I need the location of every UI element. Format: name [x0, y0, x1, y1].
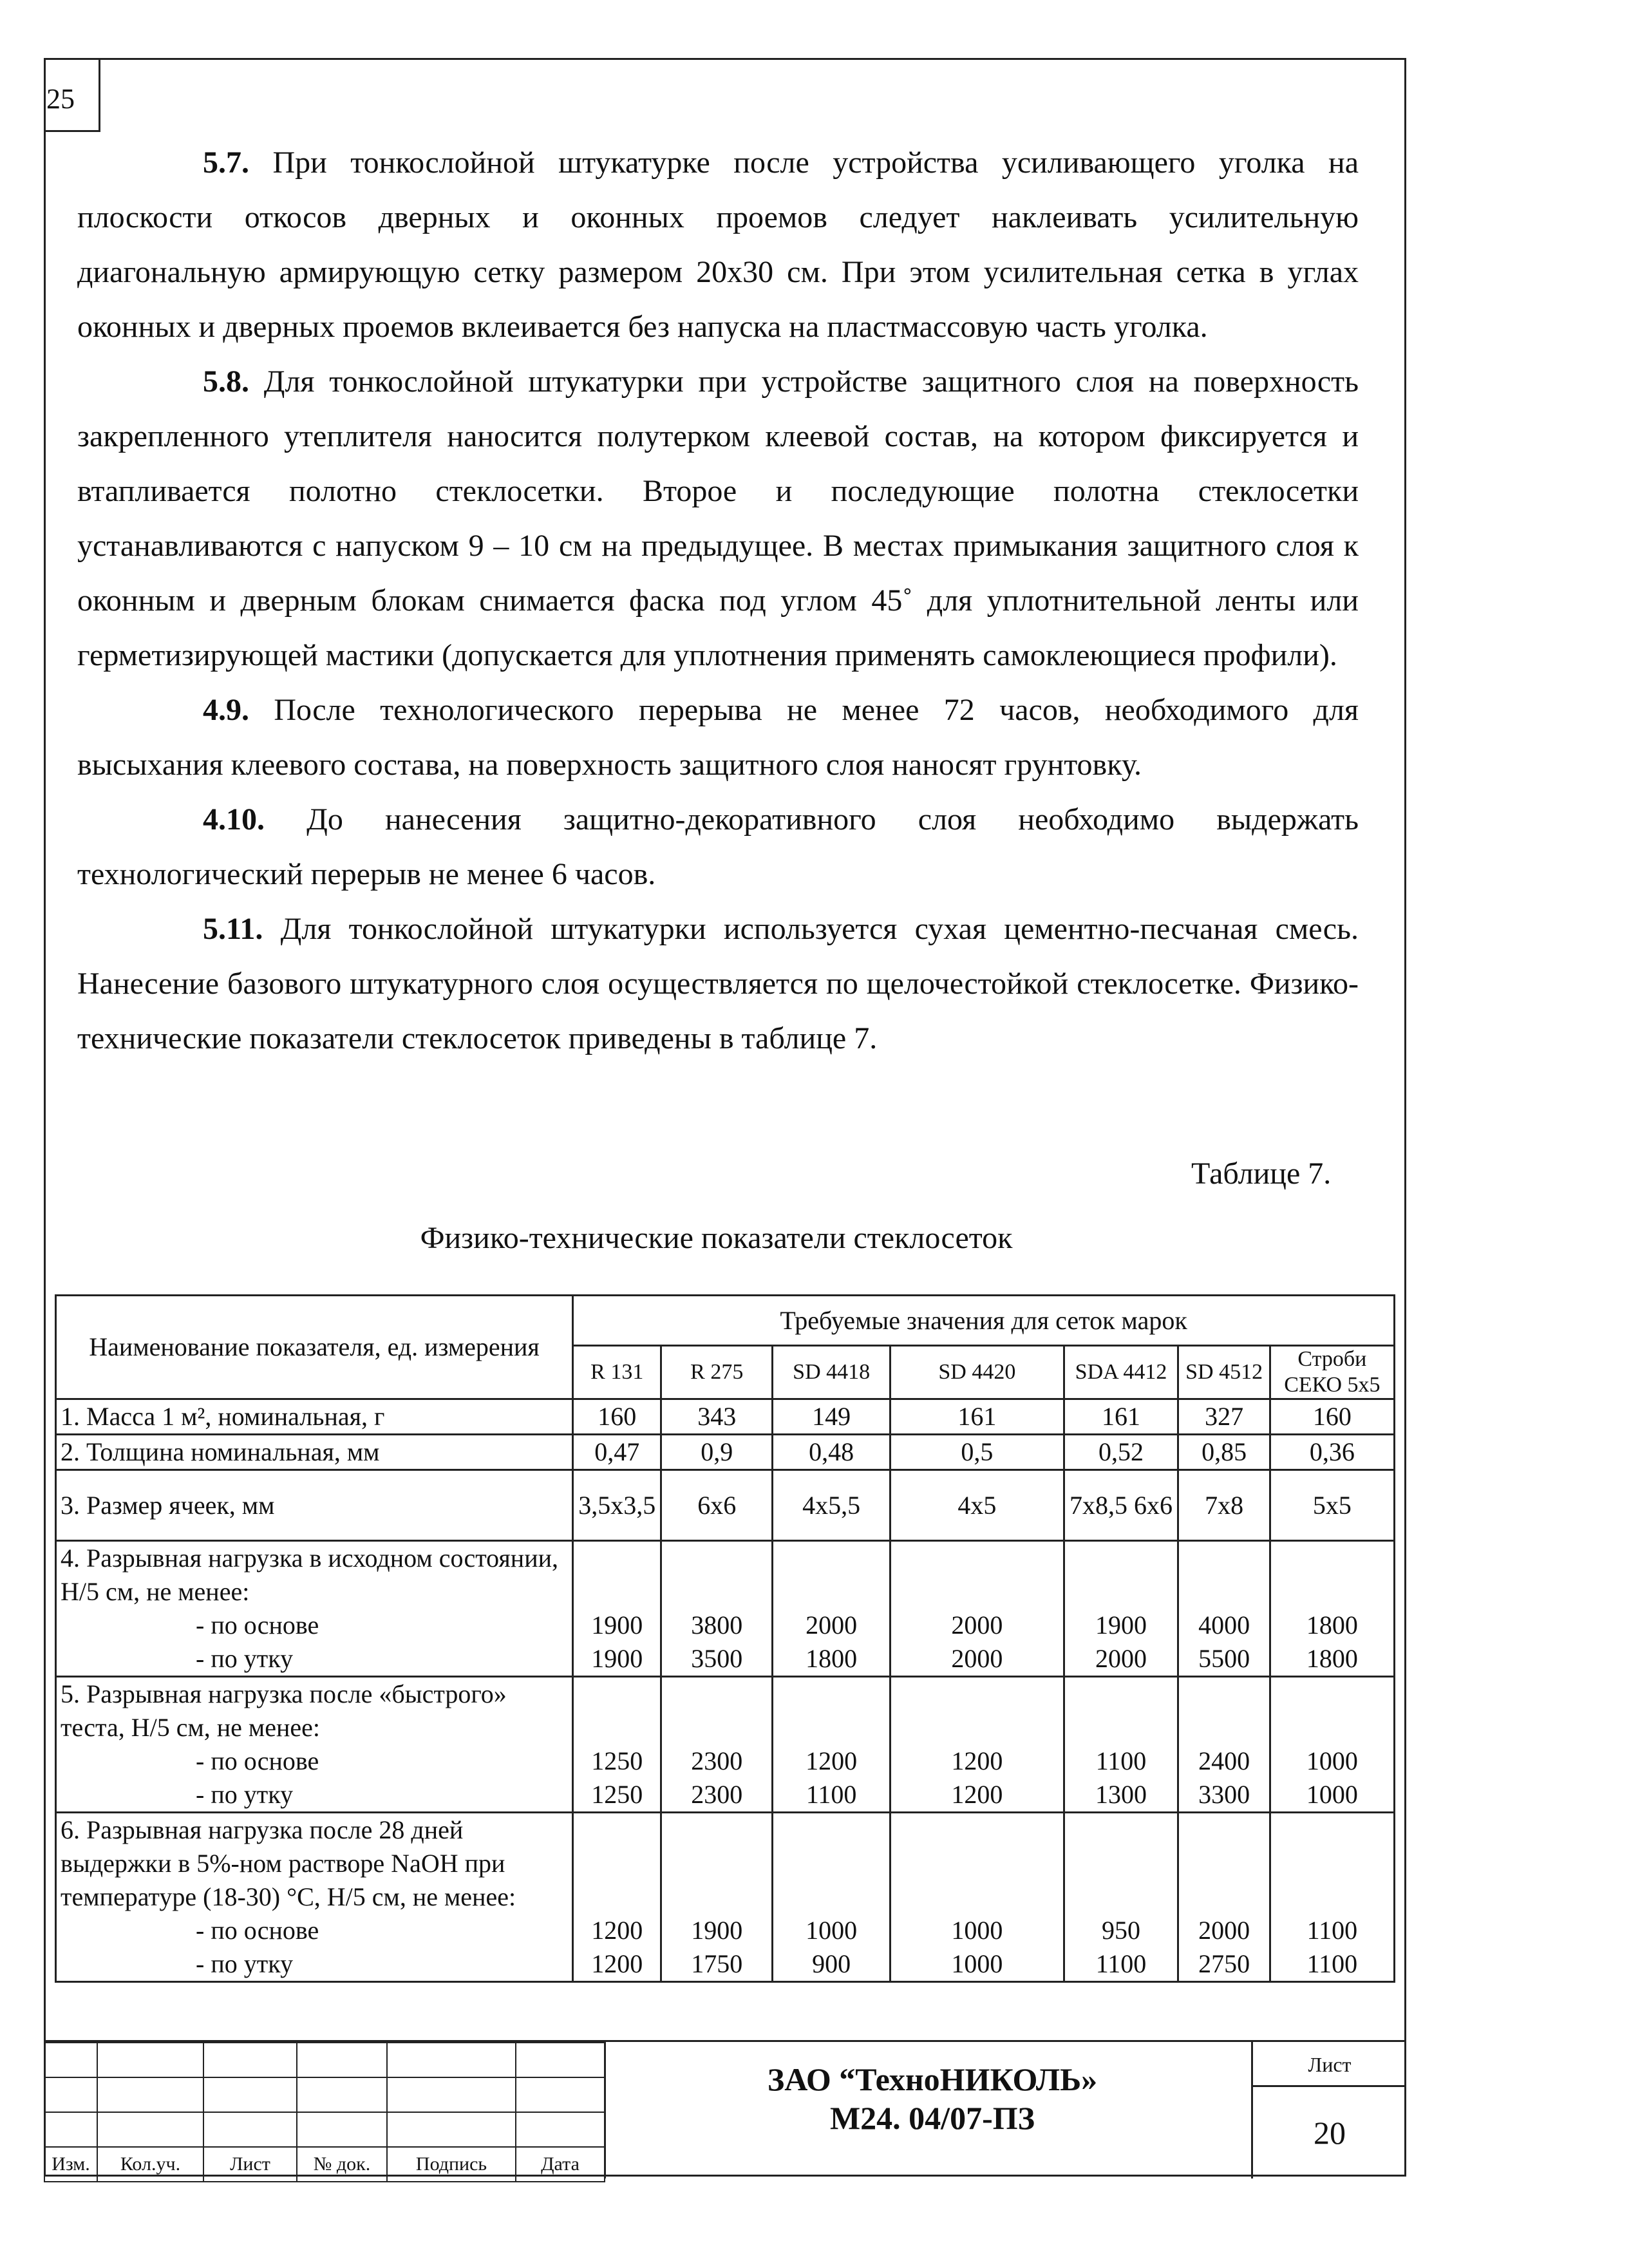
table-cell: 0,5 [891, 1435, 1064, 1470]
table-cell: 2000 2000 [891, 1541, 1064, 1677]
table-cell: 1000 1000 [1270, 1677, 1394, 1813]
brand-sda4412: SDA 4412 [1064, 1346, 1178, 1399]
col-doc: № док. [297, 2147, 387, 2182]
table-row [56, 1677, 1395, 1813]
sub-label: - по утку [196, 1780, 294, 1809]
table-cell: 4х5 [891, 1470, 1064, 1541]
table-cell: 1900 2000 [1064, 1541, 1178, 1677]
col-izm: Изм. [44, 2147, 97, 2182]
revision-grid [44, 2042, 605, 2182]
table-cell: 0,9 [661, 1435, 773, 1470]
table-cell: 0,52 [1064, 1435, 1178, 1470]
page-number: 25 [44, 58, 100, 132]
brand-strobi: Строби СЕКО 5х5 [1270, 1346, 1394, 1399]
table-cell: 2400 3300 [1178, 1677, 1270, 1813]
table-row [56, 1435, 1395, 1470]
row-label-text: 4. Разрывная нагрузка в исходном состоянии, Н/5 см, не менее: [61, 1544, 559, 1606]
document-code: М24. 04/07-ПЗ [829, 2100, 1035, 2136]
table-cell: 0,47 [573, 1435, 661, 1470]
table-cell: 161 [1064, 1399, 1178, 1435]
table-cell: 0,48 [773, 1435, 891, 1470]
table-cell: 7х8,5 6х6 [1064, 1470, 1178, 1541]
row-label-text: 5. Разрывная нагрузка после «быстрого» теста, Н/5 см, не менее: [61, 1679, 507, 1742]
paragraph-5-8: 5.8. Для тонкослойной штукатурки при устройстве защитного слоя на поверхность закрепленного утеплителя наносится полутерком клеевой состав, на котором фиксируется и втапливается полотно стеклосетки. Второе и последующие полотна стеклосетки устанавливаются с напуском 9 – 10 см на предыдущее. В местах примыкания защитного слоя к оконным и дверным блокам снимается фаска под углом 45˚ для уплотнительной ленты или герметизирующей мастики (допускается для уплотнения применять самоклеющиеся профили). [77, 364, 1359, 672]
sub-label: - по утку [196, 1949, 294, 1978]
table-cell: 149 [773, 1399, 891, 1435]
body-text [77, 135, 1359, 1066]
sub-label: - по основе [196, 1611, 319, 1640]
sub-label: - по утку [196, 1644, 294, 1673]
table-cell: 4х5,5 [773, 1470, 891, 1541]
col-signature: Подпись [387, 2147, 516, 2182]
table-cell: 3,5х3,5 [573, 1470, 661, 1541]
row-label: 2. Толщина номинальная, мм [56, 1435, 573, 1470]
paragraph-4-9: 4.9. После технологического перерыва не менее 72 часов, необходимого для высыхания клеевого состава, на поверхность защитного слоя наносят грунтовку. [77, 693, 1359, 782]
table-cell: 1000 900 [773, 1813, 891, 1982]
table-cell: 327 [1178, 1399, 1270, 1435]
col-kol-uch: Кол.уч. [97, 2147, 203, 2182]
table-header-group: Требуемые значения для сеток марок [573, 1296, 1395, 1346]
paragraph-4-10: 4.10. До нанесения защитно-декоративного слоя необходимо выдержать технологический перерыв не менее 6 часов. [77, 802, 1359, 891]
table-cell: 6х6 [661, 1470, 773, 1541]
table-cell: 161 [891, 1399, 1064, 1435]
row-label [56, 1541, 573, 1677]
table-cell: 1200 1100 [773, 1677, 891, 1813]
table-cell: 7х8 [1178, 1470, 1270, 1541]
sheet-label: Лист [1251, 2042, 1406, 2087]
row-label: 3. Размер ячеек, мм [56, 1470, 573, 1541]
table-row [56, 1541, 1395, 1677]
col-list: Лист [203, 2147, 297, 2182]
table-cell: 1900 1900 [573, 1541, 661, 1677]
table-title: Физико-технические показатели стеклосеток [420, 1221, 1013, 1255]
table-cell: 0,85 [1178, 1435, 1270, 1470]
table-label: Таблице 7. [1191, 1157, 1332, 1191]
table-cell: 5х5 [1270, 1470, 1394, 1541]
table-cell: 3800 3500 [661, 1541, 773, 1677]
table-cell: 4000 5500 [1178, 1541, 1270, 1677]
table-cell: 1200 1200 [573, 1813, 661, 1982]
table-cell: 1000 1000 [891, 1813, 1064, 1982]
row-label [56, 1813, 573, 1982]
table-cell: 0,36 [1270, 1435, 1394, 1470]
table-cell: 160 [573, 1399, 661, 1435]
table-cell: 1800 1800 [1270, 1541, 1394, 1677]
table-header-name: Наименование показателя, ед. измерения [56, 1296, 573, 1399]
brand-r275: R 275 [661, 1346, 773, 1399]
paragraph-5-11: 5.11. Для тонкослойной штукатурки используется сухая цементно-песчаная смесь. Нанесение базового штукатурного слоя осуществляется по щелочестойкой стеклосетке. Физико-технические показатели стеклосеток приведены в таблице 7. [77, 912, 1359, 1055]
table-cell: 1100 1100 [1270, 1813, 1394, 1982]
table-row [56, 1813, 1395, 1982]
row-label [56, 1677, 573, 1813]
paragraph-5-7: 5.7. При тонкослойной штукатурке после устройства усиливающего уголка на плоскости откосов дверных и оконных проемов следует наклеивать усилительную диагональную армирующую сетку размером 20x30 см. При этом усилительная сетка в углах оконных и дверных проемов вклеивается без напуска на пластмассовую часть уголка. [77, 146, 1359, 344]
organization-name: ЗАО “ТехноНИКОЛЬ» [767, 2061, 1098, 2097]
table-cell: 1100 1300 [1064, 1677, 1178, 1813]
sub-label: - по основе [196, 1746, 319, 1775]
table-cell: 343 [661, 1399, 773, 1435]
table-cell: 1200 1200 [891, 1677, 1064, 1813]
brand-sd4512: SD 4512 [1178, 1346, 1270, 1399]
brand-sd4420: SD 4420 [891, 1346, 1064, 1399]
table-row [56, 1399, 1395, 1435]
table-cell: 2300 2300 [661, 1677, 773, 1813]
sheet-number: 20 [1251, 2087, 1406, 2178]
col-date: Дата [516, 2147, 605, 2182]
table-cell: 1250 1250 [573, 1677, 661, 1813]
organization-block [604, 2060, 1261, 2137]
table-cell: 950 1100 [1064, 1813, 1178, 1982]
table-cell: 2000 1800 [773, 1541, 891, 1677]
properties-table [55, 1294, 1395, 1983]
row-label-text: 6. Разрывная нагрузка после 28 дней выдержки в 5%-ном растворе NaOH при температуре (18-30) °С, Н/5 см, не менее: [61, 1815, 516, 1911]
table-cell: 2000 2750 [1178, 1813, 1270, 1982]
table-row [56, 1470, 1395, 1541]
brand-r131: R 131 [573, 1346, 661, 1399]
table-cell: 1900 1750 [661, 1813, 773, 1982]
sub-label: - по основе [196, 1916, 319, 1945]
row-label: 1. Масса 1 м², номинальная, г [56, 1399, 573, 1435]
table-cell: 160 [1270, 1399, 1394, 1435]
brand-sd4418: SD 4418 [773, 1346, 891, 1399]
title-block [44, 2040, 1406, 2177]
